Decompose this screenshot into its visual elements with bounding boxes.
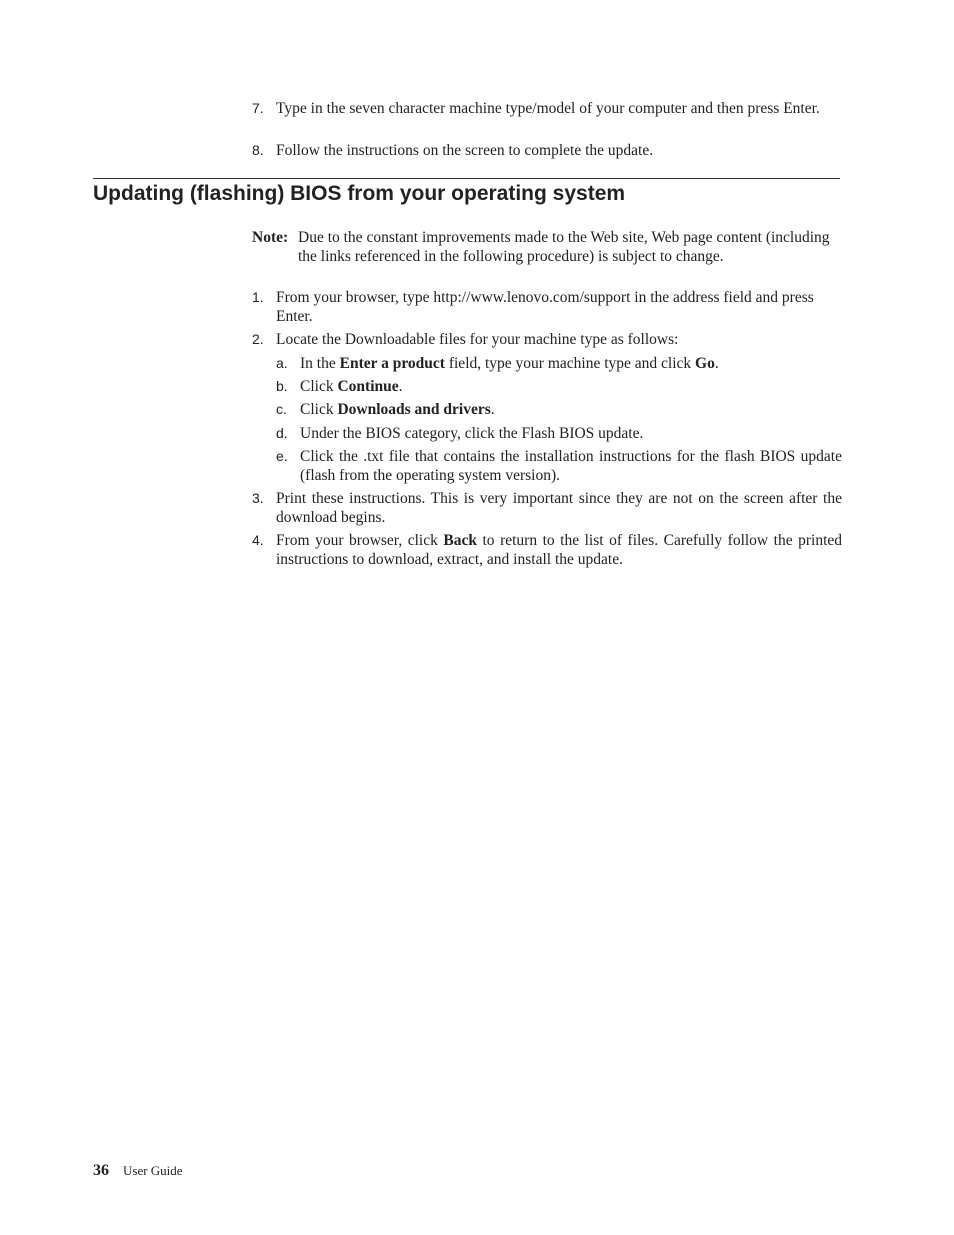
- list-number: 8.: [252, 142, 264, 158]
- substep-text: Click the .txt file that contains the installation instructions for the flash BIOS update (flash from the operating system version).: [300, 448, 842, 484]
- step-2: [252, 330, 842, 349]
- text-run: Click: [300, 378, 338, 395]
- section-heading: Updating (flashing) BIOS from your operating system: [93, 182, 626, 205]
- text-run: .: [714, 355, 719, 372]
- substep-text: [300, 400, 842, 419]
- step-number: 4.: [252, 532, 264, 548]
- text-run: From your browser, click: [276, 532, 444, 549]
- substep-letter: d.: [276, 425, 288, 441]
- substep-letter: b.: [276, 378, 288, 394]
- text-run: to return to the list of files. Carefully follow the printed instructions to download, extract, and install the update.: [276, 532, 843, 568]
- step-text: Print these instructions. This is very important since they are not on the screen after the download begins.: [276, 490, 842, 526]
- step-1: [252, 288, 842, 326]
- ui-term-continue: Continue: [337, 378, 399, 395]
- step-text: Locate the Downloadable files for your machine type as follows:: [276, 331, 679, 348]
- text-run: .: [398, 378, 403, 395]
- substep-letter: e.: [276, 448, 288, 464]
- substep-a: [276, 354, 842, 373]
- document-title: User Guide: [123, 1163, 183, 1178]
- page-footer: [93, 1162, 183, 1180]
- list-text: Follow the instructions on the screen to complete the update.: [276, 142, 654, 159]
- list-text: Type in the seven character machine type/model of your computer and then press Enter.: [276, 100, 820, 117]
- list-item-8: [252, 141, 842, 160]
- page-number: 36: [93, 1162, 109, 1179]
- text-run: field, type your machine type and click: [444, 355, 696, 372]
- step-text: From your browser, type http://www.lenovo.com/support in the address field and press Enter.: [276, 289, 814, 325]
- substep-e: [276, 447, 842, 485]
- substep-letter: a.: [276, 355, 288, 371]
- step-number: 2.: [252, 331, 264, 347]
- substep-text: [300, 377, 842, 396]
- step-3: [252, 489, 842, 527]
- substep-letter: c.: [276, 401, 287, 417]
- ui-term-downloads-and-drivers: Downloads and drivers: [337, 401, 491, 418]
- note-text: Due to the constant improvements made to the Web site, Web page content (including the links referenced in the following procedure) is subject to change.: [298, 229, 830, 265]
- text-run: In the: [300, 355, 340, 372]
- note-block: [252, 228, 842, 266]
- ui-term-enter-a-product: Enter a product: [339, 355, 445, 372]
- step-number: 1.: [252, 289, 264, 305]
- substep-d: [276, 424, 842, 443]
- text-run: Click: [300, 401, 338, 418]
- text-run: .: [490, 401, 495, 418]
- list-item-7: [252, 99, 842, 118]
- step-4: [252, 531, 842, 569]
- ui-term-go: Go: [695, 355, 715, 372]
- substep-text: Under the BIOS category, click the Flash BIOS update.: [300, 425, 644, 442]
- ui-term-back: Back: [443, 532, 477, 549]
- section-divider: [93, 178, 840, 179]
- step-text: [276, 531, 842, 569]
- note-label: Note:: [252, 229, 289, 246]
- list-number: 7.: [252, 100, 264, 116]
- substep-c: [276, 400, 842, 419]
- substep-text: [300, 354, 842, 373]
- substep-b: [276, 377, 842, 396]
- step-number: 3.: [252, 490, 264, 506]
